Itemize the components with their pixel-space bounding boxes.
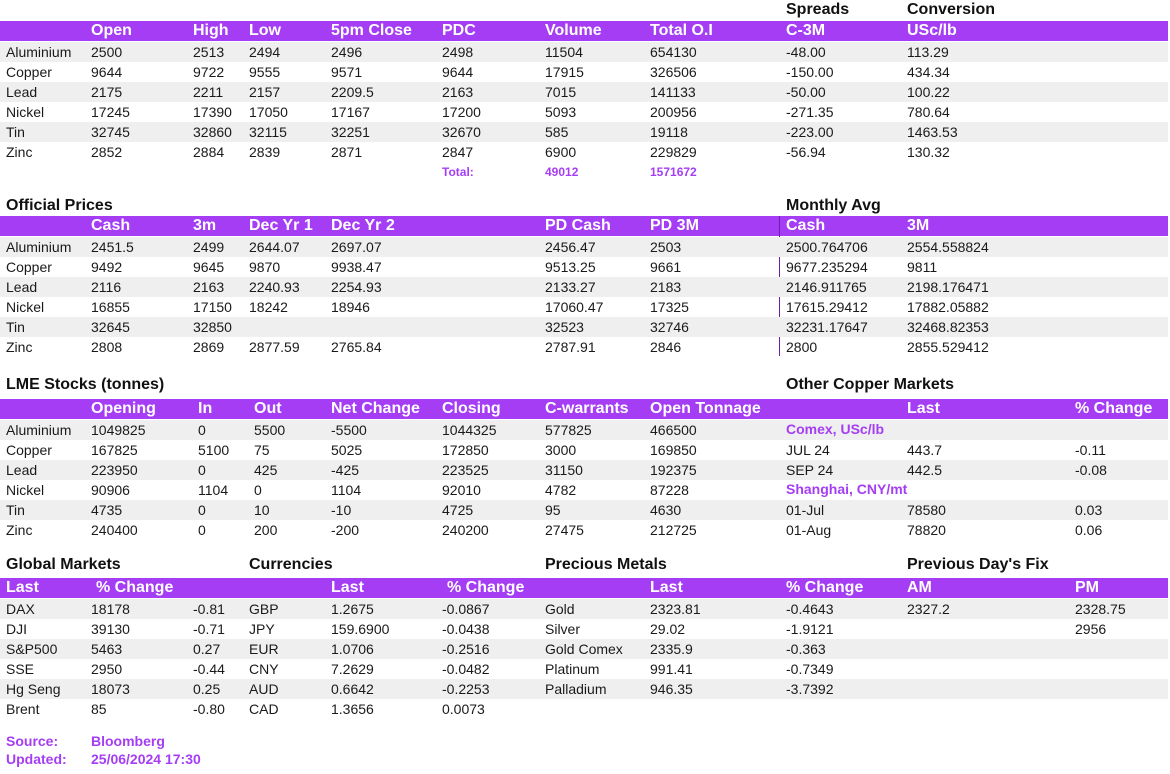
cell: -0.4643	[786, 601, 834, 617]
col-header: In	[198, 400, 213, 417]
cell: -48.00	[786, 44, 826, 60]
index-name: DJI	[6, 621, 27, 637]
cell: 2198.176471	[907, 279, 989, 295]
cell: -0.7349	[786, 661, 834, 677]
cell: 0.6642	[331, 681, 374, 697]
cell: 87228	[650, 482, 689, 498]
cell: 946.35	[650, 681, 693, 697]
cell: 2133.27	[545, 279, 596, 295]
cell: 27475	[545, 522, 584, 538]
cell: 9571	[331, 64, 363, 80]
spreads-title: Spreads	[786, 1, 850, 18]
currency-code: AUD	[249, 681, 279, 697]
cell: 2503	[650, 239, 682, 255]
cell: 17060.47	[545, 299, 604, 315]
contract-label: SEP 24	[786, 462, 834, 478]
cell: 2554.558824	[907, 239, 989, 255]
cell: 100.22	[907, 84, 950, 100]
table-row	[0, 42, 1168, 62]
cell: 9513.25	[545, 259, 596, 275]
cell: 9555	[249, 64, 281, 80]
cell: 2950	[91, 661, 123, 677]
table-row	[0, 142, 1168, 162]
metal-name: Tin	[6, 319, 25, 335]
cell: 2209.5	[331, 84, 374, 100]
cell: 4735	[91, 502, 123, 518]
cell: 92010	[442, 482, 481, 498]
cell: 5025	[331, 442, 363, 458]
cell: -271.35	[786, 104, 834, 120]
col-header: % Change	[1075, 400, 1153, 417]
cell: 212725	[650, 522, 697, 538]
cell: 32231.17647	[786, 319, 868, 335]
cell: 2852	[91, 144, 123, 160]
cell: 5463	[91, 641, 123, 657]
col-header: AM	[907, 579, 932, 596]
metal-name: Nickel	[6, 299, 45, 315]
precious-name: Palladium	[545, 681, 607, 697]
metal-name: Copper	[6, 64, 52, 80]
metal-name: Lead	[6, 84, 38, 100]
cell: 2327.2	[907, 601, 950, 617]
cell: 141133	[650, 84, 696, 100]
cell: 780.64	[907, 104, 950, 120]
table-row	[0, 520, 1168, 540]
market-group-label: Comex, USc/lb	[786, 421, 885, 437]
metal-name: Zinc	[6, 522, 33, 538]
cell: 5100	[198, 442, 230, 458]
table-row	[0, 122, 1168, 142]
col-header: Total O.I	[650, 22, 713, 39]
cell: 2328.75	[1075, 601, 1126, 617]
cell: 90906	[91, 482, 130, 498]
col-header: Last	[331, 579, 364, 596]
cell: 0.0073	[442, 701, 485, 717]
cell: 2456.47	[545, 239, 596, 255]
cell: 240400	[91, 522, 138, 538]
cell: 17915	[545, 64, 584, 80]
col-header: USc/lb	[907, 22, 957, 39]
precious-name: Platinum	[545, 661, 600, 677]
table-row	[0, 317, 1168, 337]
currency-code: GBP	[249, 601, 279, 617]
table-row	[0, 599, 1168, 619]
cell: 2808	[91, 339, 123, 355]
cell: 18178	[91, 601, 130, 617]
cell: 0	[198, 522, 206, 538]
cell: 4630	[650, 502, 682, 518]
metal-name: Tin	[6, 124, 25, 140]
cell: 18073	[91, 681, 130, 697]
cell: 2644.07	[249, 239, 300, 255]
cell: -10	[331, 502, 352, 518]
cell: 0.06	[1075, 522, 1103, 538]
table-row	[0, 440, 1168, 460]
table-row	[0, 619, 1168, 639]
cell: 10	[254, 502, 270, 518]
source-label: Source:	[6, 733, 59, 749]
cell: 0.27	[193, 641, 221, 657]
cell: 7.2629	[331, 661, 374, 677]
cell: 17325	[650, 299, 689, 315]
cell: 229829	[650, 144, 697, 160]
col-header: PD Cash	[545, 217, 611, 234]
cell: -0.11	[1075, 442, 1106, 458]
contract-label: 01-Jul	[786, 502, 825, 518]
col-header: Dec Yr 1	[249, 217, 313, 234]
cell: 2500	[91, 44, 123, 60]
cell: 2869	[193, 339, 225, 355]
cell: 78820	[907, 522, 946, 538]
cell: -0.2516	[442, 641, 490, 657]
contract-label: 01-Aug	[786, 522, 832, 538]
cell: 32745	[91, 124, 130, 140]
cell: 2335.9	[650, 641, 693, 657]
cell: 31150	[545, 462, 583, 478]
cell: 0.25	[193, 681, 221, 697]
cell: 2175	[91, 84, 123, 100]
cell: 32468.82353	[907, 319, 989, 335]
metal-name: Copper	[6, 442, 52, 458]
other-copper-title: Other Copper Markets	[786, 376, 955, 393]
cell: -50.00	[786, 84, 826, 100]
currency-code: CNY	[249, 661, 279, 677]
cell: 113.29	[907, 44, 949, 60]
cell: 78580	[907, 502, 946, 518]
cell: 18946	[331, 299, 370, 315]
cell: 0	[198, 462, 206, 478]
metal-name: Nickel	[6, 104, 45, 120]
cell: -0.363	[786, 641, 826, 657]
cell: 1.0706	[331, 641, 374, 657]
cell: -0.0867	[442, 601, 490, 617]
cell: 9492	[91, 259, 123, 275]
col-header: Closing	[442, 400, 501, 417]
col-header: Open Tonnage	[650, 400, 761, 417]
cell: 2839	[249, 144, 281, 160]
col-header: C-warrants	[545, 400, 629, 417]
cell: -425	[331, 462, 360, 478]
cell: 192375	[650, 462, 697, 478]
currency-code: JPY	[249, 621, 275, 637]
source-value: Bloomberg	[91, 733, 165, 749]
cell: 2157	[249, 84, 281, 100]
updated-label: Updated:	[6, 751, 67, 767]
cell: 2956	[1075, 621, 1107, 637]
cell: 223525	[442, 462, 489, 478]
cell: -0.81	[193, 601, 225, 617]
col-header: Cash	[786, 217, 826, 234]
col-header: Opening	[91, 400, 156, 417]
cell: 2494	[249, 44, 281, 60]
cell: 2500.764706	[786, 239, 868, 255]
metal-name: Aluminium	[6, 422, 72, 438]
col-header: PD 3M	[650, 217, 699, 234]
cell: 159.6900	[331, 621, 390, 637]
cell: 2765.84	[331, 339, 382, 355]
cell: 2787.91	[545, 339, 596, 355]
cell: 9645	[193, 259, 225, 275]
cell: 3000	[545, 442, 577, 458]
cell: 466500	[650, 422, 697, 438]
cell: -0.2253	[442, 681, 490, 697]
cell: 434.34	[907, 64, 950, 80]
cell: 326506	[650, 64, 697, 80]
cell: 585	[545, 124, 569, 140]
cell: 577825	[545, 422, 592, 438]
cell: 32523	[545, 319, 584, 335]
official-prices-title: Official Prices	[6, 197, 113, 214]
cell: 0	[254, 482, 262, 498]
cell: 223950	[91, 462, 138, 478]
cell: 32670	[442, 124, 481, 140]
cell: 7015	[545, 84, 577, 100]
cell: 9722	[193, 64, 225, 80]
contract-label: JUL 24	[786, 442, 830, 458]
table-row	[0, 480, 1168, 500]
cell: -1.9121	[786, 621, 834, 637]
cell: 17882.05882	[907, 299, 989, 315]
cell: -223.00	[786, 124, 834, 140]
cell: 1463.53	[907, 124, 958, 140]
col-header: 5pm Close	[331, 22, 412, 39]
currency-code: CAD	[249, 701, 279, 717]
cell: 16855	[91, 299, 130, 315]
cell: 17167	[331, 104, 370, 120]
cell: 17050	[249, 104, 288, 120]
market-group-label: Shanghai, CNY/mt	[786, 481, 908, 497]
cell: -0.08	[1075, 462, 1107, 478]
currency-code: EUR	[249, 641, 279, 657]
cell: 0	[198, 422, 206, 438]
col-header: Out	[254, 400, 282, 417]
col-header: 3M	[907, 217, 930, 234]
cell: -0.44	[193, 661, 225, 677]
cell: 167825	[91, 442, 138, 458]
cell: 9644	[442, 64, 474, 80]
total-label: Total:	[442, 165, 474, 179]
precious-name: Gold Comex	[545, 641, 623, 657]
cell: 9644	[91, 64, 123, 80]
cell: 2451.5	[91, 239, 134, 255]
cell: -0.71	[193, 621, 225, 637]
cell: -0.0438	[442, 621, 490, 637]
cell: 2697.07	[331, 239, 382, 255]
metal-name: Tin	[6, 502, 25, 518]
index-name: S&P500	[6, 641, 58, 657]
cell: 5093	[545, 104, 577, 120]
cell: 2323.81	[650, 601, 701, 617]
table-row	[0, 62, 1168, 82]
cell: 654130	[650, 44, 697, 60]
cell: 1104	[331, 482, 362, 498]
cell: 19118	[650, 124, 688, 140]
cell: 4782	[545, 482, 577, 498]
col-header: PM	[1075, 579, 1099, 596]
cell: -5500	[331, 422, 367, 438]
cell: 2513	[193, 44, 225, 60]
cell: 95	[545, 502, 561, 518]
cell: 443.7	[907, 442, 943, 458]
col-header: Open	[91, 22, 132, 39]
col-header: Last	[650, 579, 683, 596]
index-name: DAX	[6, 601, 35, 617]
cell: -3.7392	[786, 681, 834, 697]
cell: 169850	[650, 442, 697, 458]
cell: 240200	[442, 522, 489, 538]
cell: 1104	[198, 482, 229, 498]
table-row	[0, 699, 1168, 719]
cell: 9661	[650, 259, 682, 275]
table-row	[0, 82, 1168, 102]
cell: 1049825	[91, 422, 146, 438]
col-header: Volume	[545, 22, 602, 39]
total-oi: 1571672	[650, 165, 697, 179]
col-header: Low	[249, 22, 281, 39]
updated-value: 25/06/2024 17:30	[91, 751, 201, 767]
cell: 200956	[650, 104, 697, 120]
cell: 1.3656	[331, 701, 374, 717]
index-name: SSE	[6, 661, 35, 677]
cell: 2884	[193, 144, 225, 160]
precious-name: Gold	[545, 601, 575, 617]
cell: 425	[254, 462, 278, 478]
cell: 2846	[650, 339, 682, 355]
index-name: Brent	[6, 701, 40, 717]
cell: 1.2675	[331, 601, 374, 617]
cell: 2800	[786, 339, 818, 355]
cell: 9811	[907, 259, 938, 275]
cell: 9938.47	[331, 259, 382, 275]
cell: 11504	[545, 44, 583, 60]
cell: 2146.911765	[786, 279, 867, 295]
metal-name: Aluminium	[6, 44, 72, 60]
cell: 2183	[650, 279, 682, 295]
cell: 200	[254, 522, 278, 538]
index-name: Hg Seng	[6, 681, 61, 697]
cell: 2163	[193, 279, 225, 295]
global-markets-title: Global Markets	[6, 556, 121, 573]
cell: 1044325	[442, 422, 497, 438]
col-header: 3m	[193, 217, 217, 234]
col-header: PDC	[442, 22, 476, 39]
cell: 29.02	[650, 621, 686, 637]
table-row	[0, 102, 1168, 122]
cell: 5500	[254, 422, 286, 438]
cell: 2499	[193, 239, 225, 255]
col-header: % Change	[447, 579, 525, 596]
cell: 18242	[249, 299, 288, 315]
cell: 130.32	[907, 144, 950, 160]
col-header: Cash	[91, 217, 131, 234]
col-header: Net Change	[331, 400, 420, 417]
monthly-avg-title: Monthly Avg	[786, 197, 881, 214]
cell: -0.0482	[442, 661, 490, 677]
cell: 4725	[442, 502, 474, 518]
currencies-title: Currencies	[249, 556, 333, 573]
table-row	[0, 460, 1168, 480]
metal-name: Nickel	[6, 482, 45, 498]
cell: 2240.93	[249, 279, 300, 295]
cell: -150.00	[786, 64, 834, 80]
cell: 32850	[193, 319, 232, 335]
cell: 17200	[442, 104, 481, 120]
metal-name: Lead	[6, 279, 38, 295]
total-volume: 49012	[545, 165, 579, 179]
cell: 32860	[193, 124, 232, 140]
metal-name: Zinc	[6, 144, 33, 160]
cell: 2163	[442, 84, 474, 100]
cell: 2211	[193, 84, 224, 100]
cell: 991.41	[650, 661, 693, 677]
metal-name: Lead	[6, 462, 38, 478]
col-header: Last	[6, 579, 39, 596]
cell: -200	[331, 522, 360, 538]
cell: 0.03	[1075, 502, 1103, 518]
cell: 2116	[91, 279, 122, 295]
precious-name: Silver	[545, 621, 581, 637]
cell: 32251	[331, 124, 370, 140]
cell: 2871	[331, 144, 363, 160]
header-band-4	[0, 578, 1168, 598]
precious-metals-title: Precious Metals	[545, 556, 667, 573]
cell: 2254.93	[331, 279, 382, 295]
cell: 9870	[249, 259, 281, 275]
cell: 17390	[193, 104, 232, 120]
cell: 17245	[91, 104, 130, 120]
col-header: % Change	[786, 579, 864, 596]
cell: 32115	[249, 124, 287, 140]
cell: 172850	[442, 442, 489, 458]
cell: 32645	[91, 319, 130, 335]
cell: 9677.235294	[786, 259, 868, 275]
cell: 0	[198, 502, 206, 518]
col-header: Dec Yr 2	[331, 217, 395, 234]
cell: 32746	[650, 319, 689, 335]
metal-name: Copper	[6, 259, 52, 275]
cell: 2498	[442, 44, 474, 60]
cell: 85	[91, 701, 107, 717]
metal-name: Aluminium	[6, 239, 72, 255]
cell: 2847	[442, 144, 474, 160]
cell: 2496	[331, 44, 363, 60]
cell: 39130	[91, 621, 130, 637]
conversion-title: Conversion	[907, 1, 996, 18]
prev-fix-title: Previous Day's Fix	[907, 556, 1049, 573]
col-header: High	[193, 22, 229, 39]
lme-stocks-title: LME Stocks (tonnes)	[6, 376, 165, 393]
col-header: C-3M	[786, 22, 826, 39]
cell: -56.94	[786, 144, 826, 160]
cell: -0.80	[193, 701, 225, 717]
cell: 442.5	[907, 462, 943, 478]
cell: 2877.59	[249, 339, 300, 355]
cell: 2855.529412	[907, 339, 989, 355]
cell: 17615.29412	[786, 299, 868, 315]
cell: 17150	[193, 299, 232, 315]
table-row	[0, 500, 1168, 520]
cell: 6900	[545, 144, 577, 160]
metal-name: Zinc	[6, 339, 33, 355]
cell: 75	[254, 442, 270, 458]
col-header: Last	[907, 400, 940, 417]
col-header: % Change	[96, 579, 174, 596]
